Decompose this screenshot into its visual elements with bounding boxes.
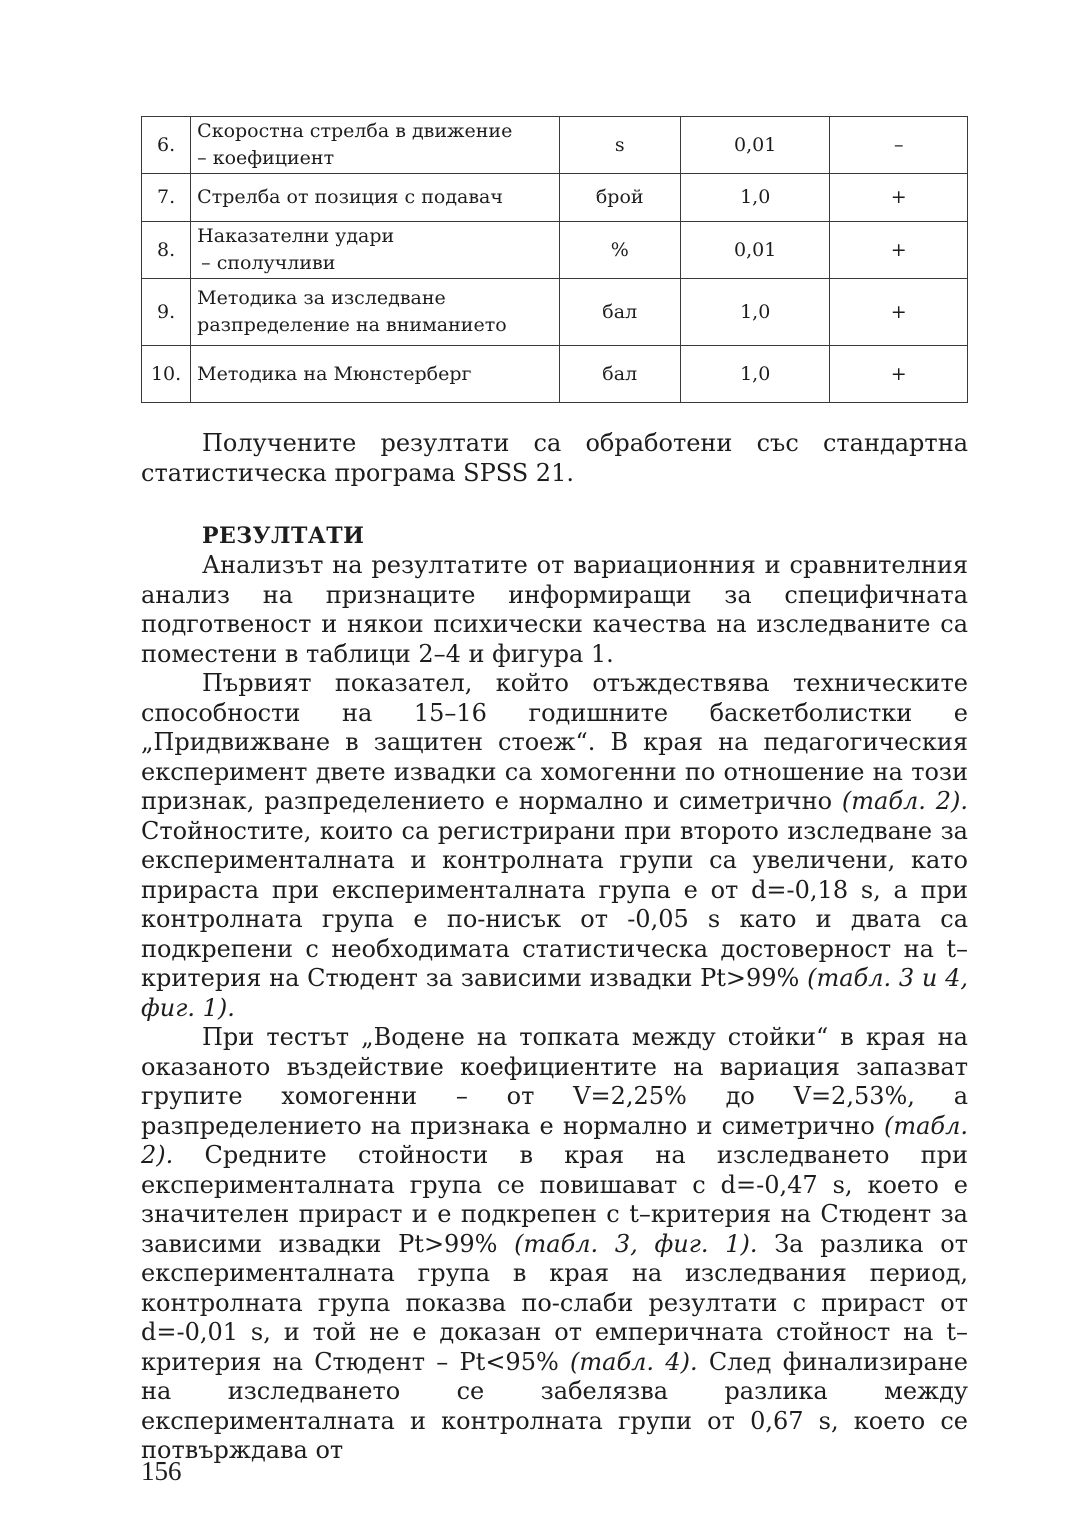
row-precision: 1,0 [680, 174, 830, 222]
results-paragraph-3 [141, 1023, 968, 1466]
row-direction: + [830, 279, 968, 346]
row-name-line: – коефициент [197, 147, 335, 169]
table-figure-reference: (табл. 3 и 4, фиг. 1). [141, 964, 969, 1022]
table-row [142, 346, 968, 403]
paragraph-text: Стойностите, които са регистрирани при второто изследване за експерименталната и контролната групи са увеличени, като прираста при експерименталната група е от d=-0,18 s, а при контролната група е по-нисък от -0,05 s като и двата са подкрепени с необходимата статистическа достоверност на t–критерия на Стюдент за зависими извадки Pt>99% [141, 816, 968, 992]
row-unit: % [559, 222, 680, 279]
row-unit: брой [559, 174, 680, 222]
parameters-table [141, 116, 968, 403]
row-number: 10. [142, 346, 191, 403]
row-direction: + [830, 346, 968, 403]
row-number: 9. [142, 279, 191, 346]
row-precision: 1,0 [680, 279, 830, 346]
table-row [142, 279, 968, 346]
paragraph-text: Средните стойности в края на изследването при експерименталната група се повишават с d=-0,47 s, което е значителен прираст и е подкрепен с t–критерия на Стюдент за зависими извадки Pt>99% [141, 1141, 968, 1258]
table-reference: (табл. 2). [141, 1111, 968, 1169]
row-number: 6. [142, 117, 191, 174]
row-number: 8. [142, 222, 191, 279]
row-name-line: – сполучливи [201, 252, 336, 274]
row-direction: – [830, 117, 968, 174]
row-name [191, 174, 559, 222]
row-unit: бал [559, 279, 680, 346]
row-name-line: Методика на Мюнстерберг [197, 362, 472, 385]
row-name-line: Стрелба от позиция с подавач [197, 186, 503, 208]
paragraph-text: След финализиране на изследването се забелязва разлика между експерименталната и контролната групи от 0,67 s, което се потвърждава от [141, 1347, 968, 1464]
paragraph-text: Първият показател, който отъждествява техническите способности на 15–16 годишните баскетболистки е „Придвижване в защитен стоеж“. В края на педагогическия експеримент двете извадки са хомогенни по отношение на този признак, разпределението е нормално и симетрично [141, 669, 968, 815]
table-row [142, 174, 968, 222]
row-precision: 0,01 [680, 222, 830, 279]
intro-paragraph: Получените резултати са обработени със стандартна статистическа програма SPSS 21. [141, 429, 968, 487]
row-name [191, 279, 559, 346]
table-reference: (табл. 2). [841, 787, 968, 815]
paragraph-text: За разлика от експерименталната група в края на изследвания период, контролната група показва по-слаби резултати с прираст от d=-0,01 s, и той не е доказан от емперичната стойност на t–критерия на Стюдент – Pt<95% [141, 1229, 969, 1376]
table-row [142, 222, 968, 279]
row-name-line: Наказателни удари [197, 225, 395, 247]
row-name-line: Методика за изследване [197, 287, 446, 309]
results-paragraph-1: Анализът на резултатите от вариационния и сравнителния анализ на признаците информиращи за специфичната подготвеност и някои психически качества на изследваните са поместени в таблици 2–4 и фигура 1. [141, 551, 968, 668]
table-reference: (табл. 4). [570, 1347, 698, 1376]
page-content [141, 116, 968, 1466]
page-number: 156 [141, 1456, 182, 1486]
row-name [191, 346, 559, 403]
row-name [191, 117, 559, 174]
row-unit: s [559, 117, 680, 174]
row-precision: 0,01 [680, 117, 830, 174]
table-figure-reference: (табл. 3, фиг. 1). [514, 1229, 758, 1258]
paragraph-text: При тестът „Водене на топката между стойки“ в края на оказаното въздействие коефициентите на вариация запазват групите хомогенни – от V=2,25% до V=2,53%, а разпределението на признака е нормално и симетрично [141, 1023, 968, 1140]
row-precision: 1,0 [680, 346, 830, 403]
row-number: 7. [142, 174, 191, 222]
results-paragraph-2 [141, 669, 968, 1023]
row-direction: + [830, 174, 968, 222]
section-heading: РЕЗУЛТАТИ [202, 523, 365, 549]
row-name [191, 222, 559, 279]
row-name-line: Скоростна стрелба в движение [197, 120, 513, 142]
row-name-line: разпределение на вниманието [197, 314, 507, 336]
table-row [142, 117, 968, 174]
row-direction: + [830, 222, 968, 279]
row-unit: бал [559, 346, 680, 403]
